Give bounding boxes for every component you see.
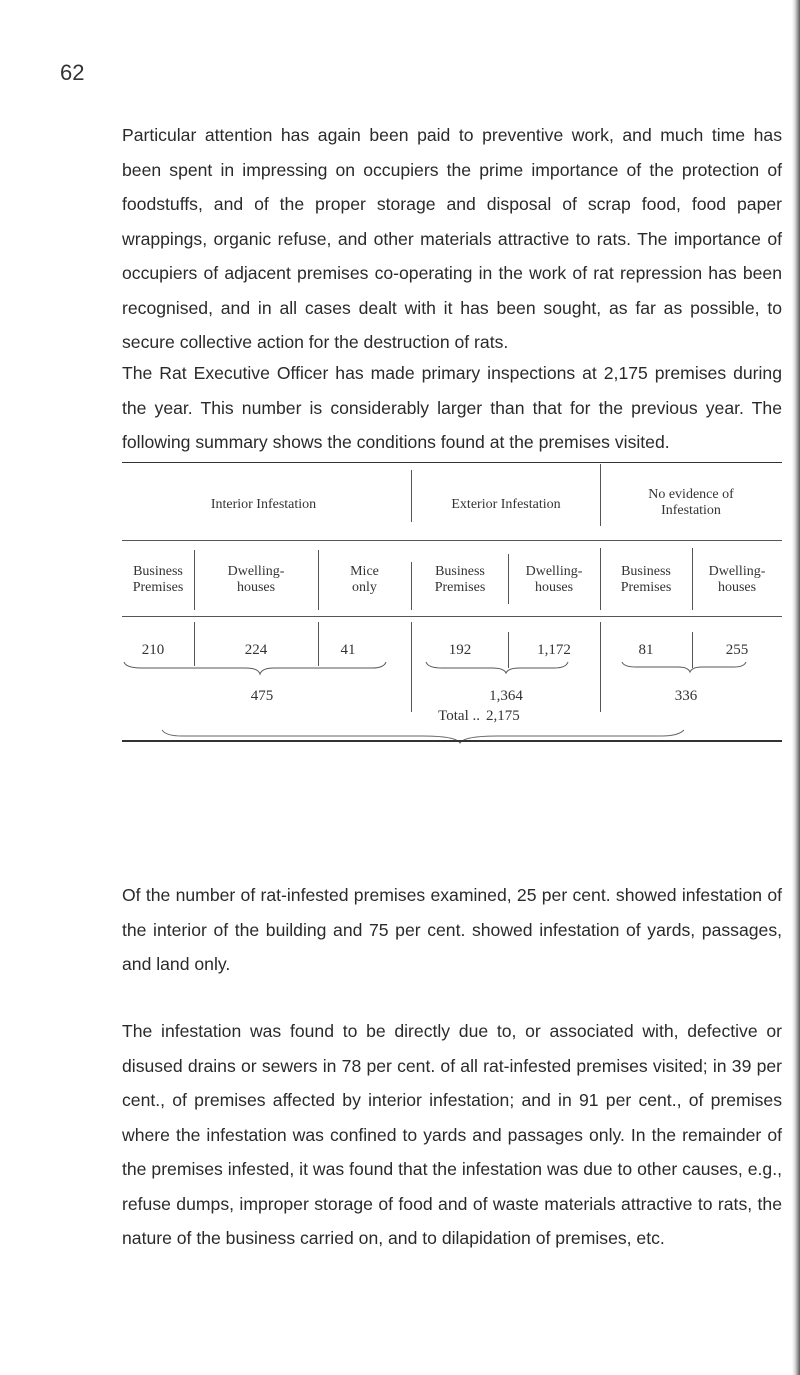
subheader-ext-dwelling-line2: houses [534, 580, 574, 595]
header-divider [122, 540, 782, 541]
subheader-ext-business-line2: Premises [434, 580, 486, 595]
subheader-int-mice-line1: Mice [350, 564, 379, 579]
vline-sub-1 [194, 550, 195, 610]
brace-exterior [426, 662, 568, 673]
subheader-no-business-line2: Premises [620, 580, 672, 595]
subheader-int-dwelling-line2: houses [236, 580, 276, 595]
value-int-mice: 41 [340, 642, 356, 658]
header-interior-infestation: Interior Infestation [210, 497, 317, 512]
value-no-dwelling: 255 [725, 642, 749, 658]
vline-interior-exterior-top [411, 470, 412, 522]
vline-exterior-noevidence-top [600, 464, 601, 526]
vline-sub-3 [411, 562, 412, 610]
subheader-no-dwelling-line2: houses [717, 580, 757, 595]
page-edge-shadow [792, 0, 800, 1375]
table-top-rule [122, 462, 782, 463]
page-number: 62 [60, 60, 85, 85]
brace-no-evidence [622, 662, 746, 672]
value-int-business: 210 [141, 642, 165, 658]
subtotal-interior: 475 [250, 688, 274, 704]
subheader-no-dwelling-line1: Dwelling- [708, 564, 766, 579]
value-no-business: 81 [638, 642, 654, 658]
value-ext-business: 192 [448, 642, 472, 658]
paragraph-infestation-percent: Of the number of rat-infested premises examined, 25 per cent. showed infestation of the interior of the building and 75 per cent. showed infestation of yards, passages, and land only. [122, 885, 782, 974]
subheader-int-business-line1: Business [133, 564, 183, 579]
total-value: 2,175 [486, 708, 520, 724]
header-exterior-infestation: Exterior Infestation [451, 497, 561, 512]
total-label: Total .. [438, 708, 480, 724]
subheader-no-business-line1: Business [621, 564, 671, 579]
value-int-dwelling: 224 [244, 642, 268, 658]
subheader-int-mice-line2: only [352, 580, 377, 595]
vline-sub-5 [600, 548, 601, 610]
paragraph-preventive-work: Particular attention has again been paid to preventive work, and much time has been spent in impressing on occupiers the prime importance of the protection of foodstuffs, and of the proper storage and disposal of scrap food, food paper wrappings, organic refuse, and other materials attractive to rats. The importance of occupiers of adjacent premises co-operating in the work of rat repression has been recognised, and in all cases dealt with it has been sought, as far as possible, to secure collective action for the destruction of rats. [122, 125, 782, 352]
paragraph-infestation-causes: The infestation was found to be directly due to, or associated with, defective or disused drains or sewers in 78 per cent. of all rat-infested premises visited; in 39 per cent., of premises affected by interior infestation; and in 91 per cent., of premises where the infestation was confined to yards and passages only. In the remainder of the premises infested, it was found that the infestation was due to other causes, e.g., refuse dumps, improper storage of food and of waste materials attractive to rats, the nature of the business carried on, and to dilapidation of premises, etc. [122, 1021, 782, 1248]
value-ext-dwelling: 1,172 [537, 642, 571, 658]
infestation-summary-table [122, 462, 782, 840]
paragraph-inspections: The Rat Executive Officer has made primary inspections at 2,175 premises during the year. This number is considerably larger than that for the previous year. The following summary shows the conditions found at the premises visited. [122, 363, 782, 452]
vline-sub-4 [508, 554, 509, 604]
subheader-int-business-line2: Premises [132, 580, 184, 595]
vline-sub-6 [692, 548, 693, 610]
vline-sub-2 [318, 550, 319, 610]
subheader-ext-dwelling-line1: Dwelling- [525, 564, 583, 579]
brace-interior [124, 662, 386, 674]
header-no-evidence-line2: Infestation [661, 503, 721, 518]
subtotal-no-evidence: 336 [674, 688, 698, 704]
subheader-int-dwelling-line1: Dwelling- [227, 564, 285, 579]
subtotal-exterior: 1,364 [489, 688, 523, 704]
subheader-divider [122, 616, 782, 617]
subheader-ext-business-line1: Business [435, 564, 485, 579]
header-no-evidence-line1: No evidence of [648, 487, 734, 502]
table-bottom-rule [122, 740, 782, 742]
